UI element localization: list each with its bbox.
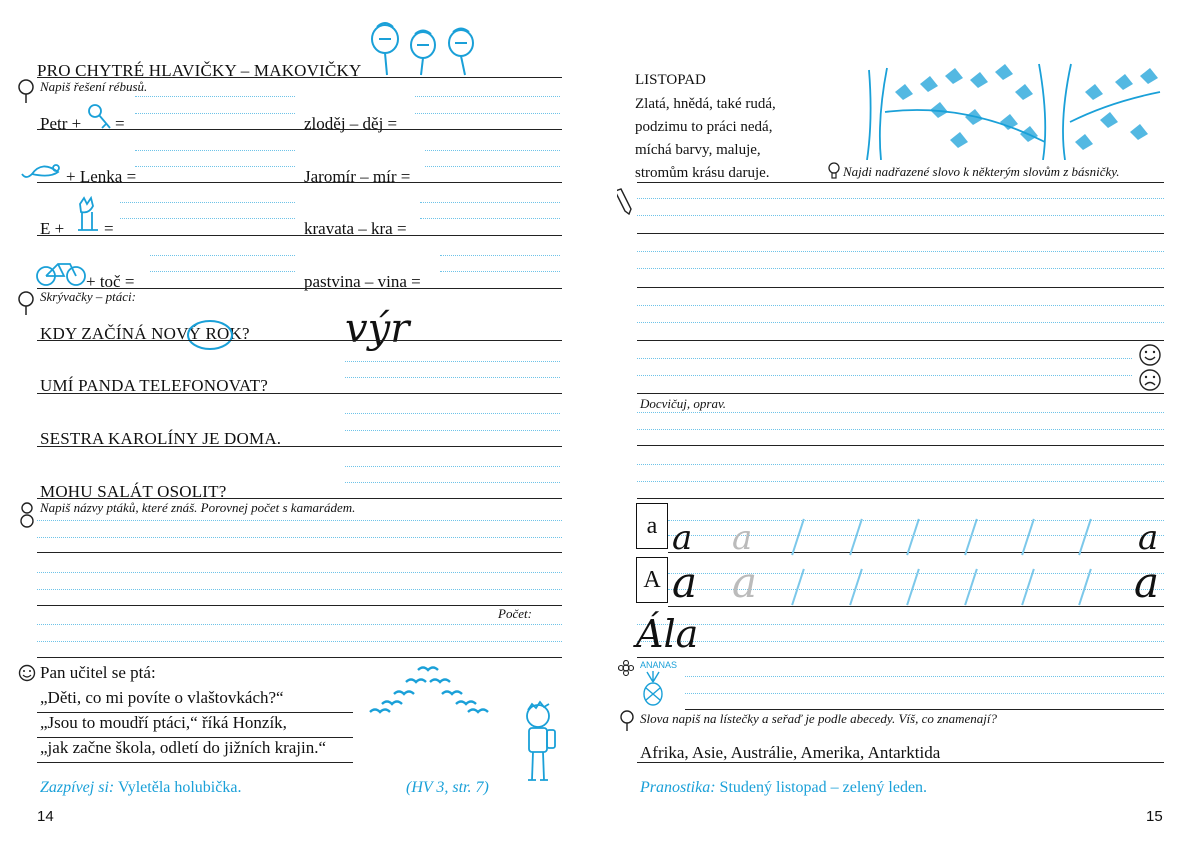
hidden-birds-instruction: Skrývačky – ptáci:	[40, 289, 137, 304]
magnifier-icon	[619, 710, 635, 732]
lightbulb-icon	[827, 162, 841, 180]
story-line-2: „Děti, co mi povíte o vlaštovkách?“	[40, 688, 284, 707]
circle-mark-icon	[186, 318, 234, 352]
mouse-icon	[20, 160, 66, 182]
cursive-a-upper-trace: a	[732, 558, 758, 607]
autumn-trees-icon	[855, 62, 1165, 160]
sing-song: Vyletěla holubička.	[117, 779, 242, 796]
pencil-icon	[617, 187, 635, 215]
story-line-1: Pan učitel se ptá:	[40, 663, 156, 682]
story-line-4: „jak začne škola, odletí do jižních krajin.“	[40, 738, 327, 757]
hidden-sentence-3: SESTRA KAROLÍNY JE DOMA.	[40, 429, 282, 448]
cursive-a-lower-trace: a	[732, 518, 753, 558]
cursive-a-lower-end: a	[1138, 518, 1159, 558]
left-title: PRO CHYTRÉ HLAVIČKY – MAKOVIČKY	[37, 61, 362, 80]
task-1-instruction: Najdi nadřazené slovo k některým slovům z básničky.	[843, 164, 1120, 179]
count-label: Počet:	[498, 606, 532, 621]
swallows-flock-icon	[368, 660, 498, 720]
rebus-1-eq: =	[115, 114, 125, 133]
rebus-2: + Lenka =	[66, 167, 137, 186]
key-icon	[86, 102, 114, 132]
poem-line-2: podzimu to práci nedá,	[635, 119, 773, 135]
rebus-3-eq: =	[104, 219, 114, 238]
rebus-3-start: E +	[40, 219, 65, 238]
bird-names-instruction: Napiš názvy ptáků, které znáš. Porovnej počet s kamarádem.	[40, 500, 356, 515]
poem-line-4: stromům krásu daruje.	[635, 165, 770, 181]
hidden-sentence-4: MOHU SALÁT OSOLIT?	[40, 482, 227, 501]
rebus-right-1: zloděj – děj =	[304, 114, 398, 133]
rebus-right-4: pastvina – vina =	[304, 272, 421, 291]
bicycle-icon	[36, 258, 86, 288]
happy-face-icon	[1138, 343, 1162, 367]
flower-icon	[18, 500, 36, 528]
cursive-a-upper: a	[672, 558, 698, 607]
page-number-right: 15	[1146, 808, 1163, 825]
cursive-a-lower: a	[672, 518, 693, 558]
story-line-3: „Jsou to moudří ptáci,“ říká Honzík,	[40, 713, 287, 732]
page-number-left: 14	[37, 808, 54, 825]
poem-line-1: Zlatá, hnědá, také rudá,	[635, 96, 776, 112]
lightbulb-head-icon	[17, 78, 35, 104]
task-2-instruction: Docvičuj, oprav.	[640, 396, 727, 411]
hidden-sentence-2: UMÍ PANDA TELEFONOVAT?	[40, 376, 268, 395]
cursive-word: Ála	[636, 612, 699, 656]
letter-box-upper: A	[636, 557, 668, 603]
poppy-heads-icon	[365, 15, 485, 77]
example-answer: výr	[345, 306, 410, 352]
poem-line-3: míchá barvy, maluje,	[635, 142, 761, 158]
letter-box-lower: a	[636, 503, 668, 549]
cursive-a-upper-end: a	[1134, 558, 1160, 607]
sing-label: Zazpívej si:	[40, 779, 115, 796]
task-3-instruction: Slova napiš na lístečky a seřaď je podle abecedy. Víš, co znamenají?	[640, 711, 998, 726]
continent-words: Afrika, Asie, Austrálie, Amerika, Antarktida	[640, 743, 941, 762]
fox-icon	[72, 196, 102, 234]
rebus-right-3: kravata – kra =	[304, 219, 407, 238]
sad-face-icon	[1138, 368, 1162, 392]
rebus-right-2: Jaromír – mír =	[304, 167, 411, 186]
proverb-label: Pranostika:	[640, 779, 716, 796]
sing-reference: (HV 3, str. 7)	[406, 779, 489, 796]
proverb-text: Studený listopad – zelený leden.	[719, 779, 928, 796]
rebus-1-start: Petr +	[40, 114, 82, 133]
pineapple-icon	[640, 670, 666, 706]
boy-with-backpack-icon	[520, 700, 560, 785]
flower-icon-2	[618, 660, 634, 676]
hidden-sentence-1: KDY ZAČÍNÁ NOVÝ ROK?	[40, 324, 250, 343]
rebus-4: + toč =	[86, 272, 135, 291]
smiley-face-icon	[18, 664, 36, 682]
lightbulb-head-icon-2	[17, 290, 35, 316]
poem-title: LISTOPAD	[635, 72, 706, 88]
ananas-label: ANANAS	[640, 660, 678, 670]
rebus-instruction: Napiš řešení rébusů.	[40, 79, 148, 94]
